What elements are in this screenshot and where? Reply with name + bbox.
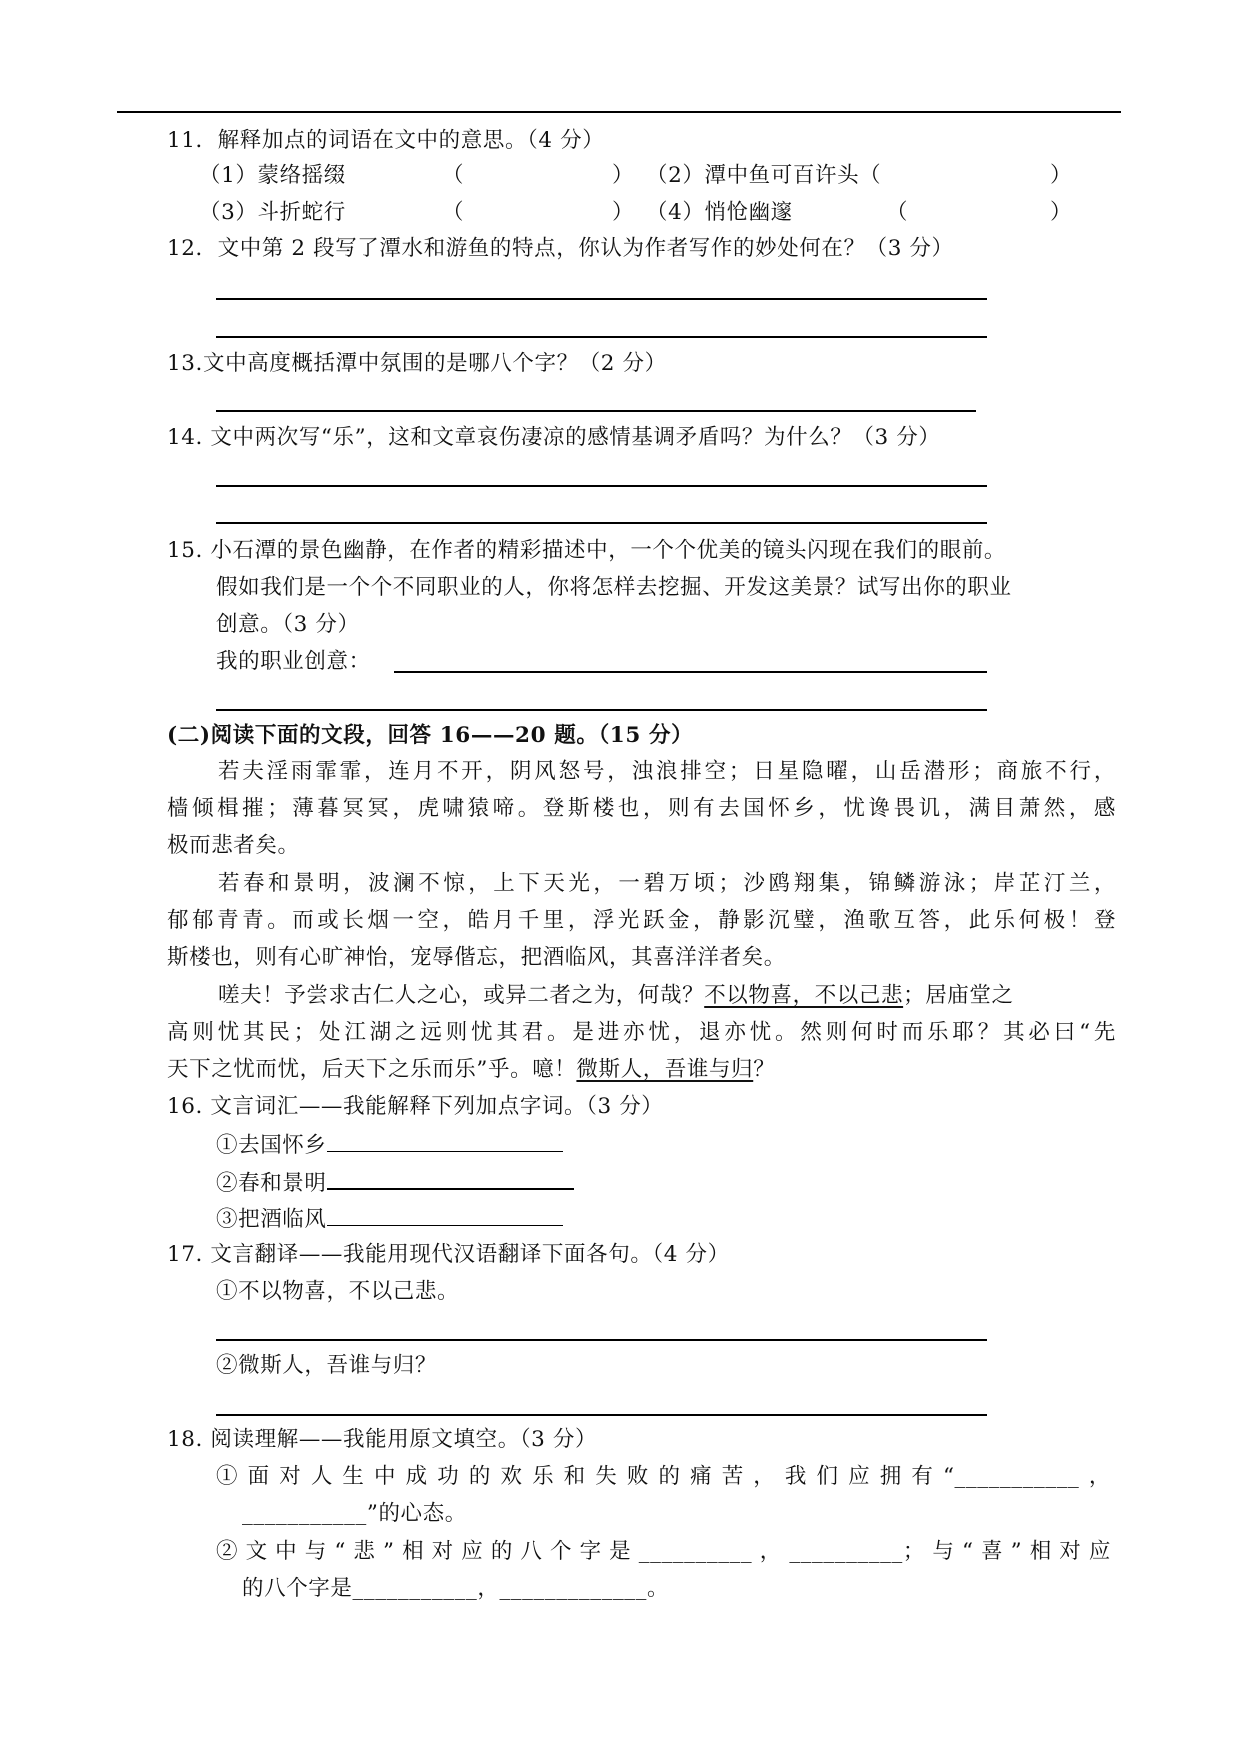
q14-answer-line-2 (216, 522, 987, 524)
q17-answer-line-2 (216, 1414, 987, 1416)
q15-line-2: 假如我们是一个个不同职业的人，你将怎样去挖掘、开发这美景？试写出你的职业 (216, 575, 1012, 600)
q16-item-2-text: ②春和景明 (216, 1171, 327, 1196)
underlined-sentence-1: 不以物喜，不以己悲 (704, 983, 904, 1008)
q15-answer-line-1 (394, 671, 987, 673)
q18-title: 18. 阅读理解——我能用原文填空。（3 分） (167, 1427, 598, 1452)
q16-item-1 (216, 1129, 563, 1161)
q12-answer-line-1 (216, 298, 987, 300)
q13-title: 13.文中高度概括潭中氛围的是哪八个字？（2 分） (167, 351, 667, 376)
q17-answer-line-1 (216, 1339, 987, 1341)
q11-item-3: （3）斗折蛇行 (199, 200, 346, 225)
q16-title: 16. 文言词汇——我能解释下列加点字词。（3 分） (167, 1094, 664, 1119)
q11-paren-close-3: ） (612, 200, 635, 225)
q11-paren-open-4: （ (886, 200, 909, 225)
q16-blank-3 (327, 1203, 563, 1226)
q17-title: 17. 文言翻译——我能用现代汉语翻译下面各句。（4 分） (167, 1242, 730, 1267)
q15-answer-line-2 (216, 709, 987, 711)
q16-item-3-text: ③把酒临风 (216, 1207, 327, 1232)
passage-p1-line-1: 若夫淫雨霏霏，连月不开，阴风怒号，浊浪排空；日星隐曜，山岳潜形；商旅不行， (218, 759, 1116, 784)
passage-p3-line-1 (218, 981, 1014, 1011)
q18-item-2-line-2: 的八个字是___________，_____________。 (242, 1576, 670, 1601)
passage-p1-line-2: 樯倾楫摧；薄暮冥冥，虎啸猿啼。登斯楼也，则有去国怀乡，忧谗畏讥，满目萧然，感 (167, 796, 1116, 821)
passage-p2-line-1: 若春和景明，波澜不惊，上下天光，一碧万顷；沙鸥翔集，锦鳞游泳；岸芷汀兰， (218, 871, 1116, 896)
q11-item-1: （1）蒙络摇缀 (199, 163, 346, 188)
q11-title: 11．解释加点的词语在文中的意思。（4 分） (167, 128, 605, 153)
q18-item-1-line-1: ①面对人生中成功的欢乐和失败的痛苦，我们应拥有“___________， (216, 1464, 1111, 1489)
q16-blank-1 (327, 1129, 563, 1152)
passage-p2-line-2: 郁郁青青。而或长烟一空，皓月千里，浮光跃金，静影沉璧，渔歌互答，此乐何极！登 (167, 908, 1116, 933)
q15-line-3: 创意。（3 分） (216, 612, 360, 637)
passage-p2-line-3: 斯楼也，则有心旷神怡，宠辱偕忘，把酒临风，其喜洋洋者矣。 (167, 945, 786, 970)
q13-answer-line (216, 410, 976, 412)
q11-paren-open-3: （ (442, 200, 465, 225)
passage-p1-line-3: 极而悲者矣。 (167, 833, 300, 858)
q18-item-1-line-2: ___________”的心态。 (242, 1501, 467, 1526)
q11-paren-close-2: ） (1050, 163, 1073, 188)
underlined-sentence-2: 微斯人，吾谁与归 (576, 1057, 754, 1082)
q15-line-1: 15. 小石潭的景色幽静，在作者的精彩描述中，一个个优美的镜头闪现在我们的眼前。 (167, 538, 1007, 563)
q16-item-2 (216, 1166, 574, 1199)
passage-p3-line-3 (167, 1055, 775, 1085)
q14-answer-line-1 (216, 485, 987, 487)
q11-item-4: （4）悄怆幽邃 (646, 200, 793, 225)
q16-item-3 (216, 1203, 563, 1235)
q11-paren-open-1: （ (442, 163, 465, 188)
passage-p3-line-2: 高则忧其民；处江湖之远则忧其君。是进亦忧，退亦忧。然则何时而乐耶？其必曰“先 (167, 1020, 1116, 1045)
header-rule (117, 111, 1121, 113)
q11-paren-close-4: ） (1050, 200, 1073, 225)
q14-title: 14. 文中两次写“乐”，这和文章哀伤凄凉的感情基调矛盾吗？为什么？（3 分） (167, 425, 941, 450)
q15-label: 我的职业创意： (216, 649, 371, 674)
q11-paren-close-1: ） (612, 163, 635, 188)
q12-answer-line-2 (216, 336, 987, 338)
q17-item-1: ①不以物喜，不以己悲。 (216, 1279, 460, 1304)
passage-p3-text-a: 嗟夫！予尝求古仁人之心，或异二者之为，何哉？ (218, 983, 705, 1008)
q17-item-2: ②微斯人，吾谁与归？ (216, 1353, 438, 1378)
passage-p3-text-b: ；居庙堂之 (903, 983, 1014, 1008)
section2-heading: (二)阅读下面的文段，回答 16——20 题。（15 分） (167, 723, 694, 748)
q18-item-2-line-1: ②文中与“悲”相对应的八个字是__________，__________；与“喜”相对应 (216, 1539, 1111, 1564)
q11-item-2: （2）潭中鱼可百许头（ (646, 163, 882, 188)
q16-blank-2 (327, 1166, 574, 1190)
passage-p3-text-c: 天下之忧而忧，后天下之乐而乐”乎。噫！ (167, 1057, 577, 1082)
passage-p3-text-d: ？ (753, 1057, 776, 1082)
q16-item-1-text: ①去国怀乡 (216, 1133, 327, 1158)
q12-title: 12．文中第 2 段写了潭水和游鱼的特点，你认为作者写作的妙处何在？（3 分） (167, 236, 954, 261)
